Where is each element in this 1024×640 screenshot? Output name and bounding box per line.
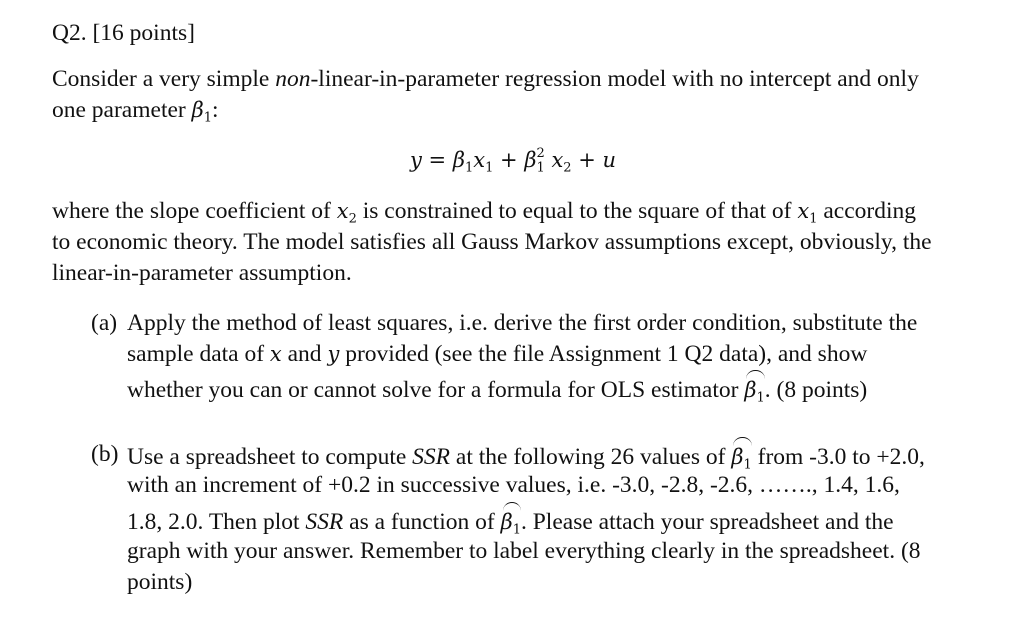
where-line-3: linear-in-parameter assumption. bbox=[52, 260, 352, 286]
beta1-symbol: $\beta_1$ bbox=[191, 98, 213, 126]
part-a-label: (a) bbox=[91, 310, 118, 336]
intro-line-1 bbox=[52, 66, 919, 93]
part-b-line-3: 1.8, 2.0. Then plot SSR as a function of $\beta_1$. Please attach your spreadsheet and the bbox=[127, 506, 894, 538]
part-b-line-2: with an increment of +0.2 in successive values, i.e. -3.0, -2.8, -2.6, ……., 1.4, 1.6, bbox=[127, 472, 900, 498]
part-a-line-1: Apply the method of least squares, i.e. derive the first order condition, substitute the bbox=[127, 310, 918, 336]
intro-line-2-colon: : bbox=[212, 97, 219, 123]
intro-line-2 bbox=[52, 97, 219, 126]
part-b-line-1: Use a spreadsheet to compute SSR at the following 26 values of $\beta_1$ from -3.0 to +2.0, bbox=[127, 441, 925, 473]
where-line-2: to economic theory. The model satisfies all Gauss Markov assumptions except, obviously, the bbox=[52, 229, 932, 255]
beta1-hat-symbol: $\beta_1$ bbox=[744, 374, 764, 406]
model-equation: $y = \beta_1x_1 + \beta$ 2 $_1$ $x_2 + u$ bbox=[410, 146, 617, 176]
where-line-1: where the slope coefficient of $x_2$ is constrained to equal to the square of that of $x_1$ according bbox=[52, 198, 916, 227]
intro-text-b: -linear-in-parameter regression model with no intercept and only bbox=[310, 66, 919, 92]
question-heading: Q2. [16 points] bbox=[52, 20, 195, 46]
part-b-line-4: graph with your answer. Remember to label everything clearly in the spreadsheet. (8 bbox=[127, 538, 921, 564]
intro-text-emphasis: non bbox=[275, 66, 311, 92]
part-a-line-2: sample data of x and y provided (see the file Assignment 1 Q2 data), and show bbox=[127, 341, 868, 367]
intro-text-a: Consider a very simple bbox=[52, 66, 276, 92]
part-a-line-3: whether you can or cannot solve for a formula for OLS estimator $\beta_1$. (8 points) bbox=[127, 374, 867, 406]
part-b-line-5: points) bbox=[127, 569, 193, 595]
intro-line-2-text: one parameter bbox=[52, 97, 192, 123]
part-b-label: (b) bbox=[91, 441, 119, 467]
